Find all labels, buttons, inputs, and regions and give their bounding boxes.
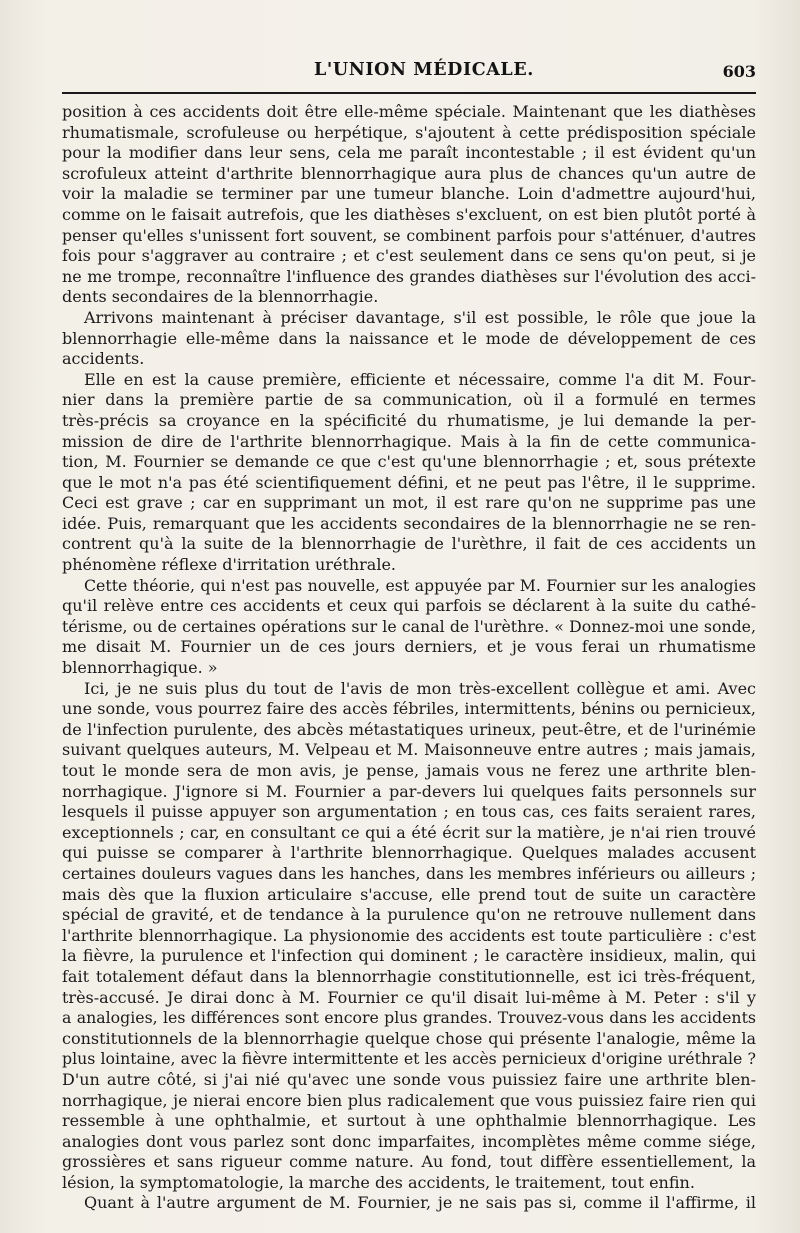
text-line: tout le monde sera de mon avis, je pense, jamais vous ne ferez une arthrite blen- — [62, 761, 756, 780]
page-number: 603 — [722, 62, 756, 81]
paragraph — [62, 308, 756, 370]
text-line: lesquels il puisse appuyer son argumentation ; en tous cas, ces faits seraient rares, — [62, 802, 756, 822]
text-line: blennorrhagique. » — [62, 658, 218, 678]
text-line: rhumatismale, scrofuleuse ou herpétique, s'ajoutent à cette prédisposition spéciale — [62, 122, 756, 142]
text-line: analogies dont vous parlez sont donc imparfaites, incomplètes même comme siége, — [62, 1131, 756, 1151]
text-line: térisme, ou de certaines opérations sur le canal de l'urèthre. « Donnez-moi une sonde, — [62, 616, 756, 636]
text-line: blennorrhagie elle-même dans la naissance et le mode de développement de ces — [62, 328, 756, 348]
text-line: Ceci est grave ; car en supprimant un mot, il est rare qu'on ne supprime pas une — [62, 493, 756, 513]
text-line: mission de dire de l'arthrite blennorrhagique. Mais à la fin de cette communica- — [62, 431, 756, 451]
text-line: la fièvre, la purulence et l'infection qui dominent ; le caractère insidieux, malin, qui — [62, 946, 756, 966]
text-line: idée. Puis, remarquant que les accidents secondaires de la blennorrhagie ne se ren- — [62, 513, 756, 533]
text-line: penser qu'elles s'unissent fort souvent, se combinent parfois pour s'atténuer, d'autres — [62, 225, 756, 245]
page-header — [62, 60, 756, 90]
text-line: phénomène réflexe d'irritation uréthrale. — [62, 555, 397, 575]
text-line: Arrivons maintenant à préciser davantage, s'il est possible, le rôle que joue la — [84, 307, 756, 327]
paragraph — [62, 679, 756, 1194]
text-line: Elle en est la cause première, efficiente et nécessaire, comme l'a dit M. Four- — [84, 369, 756, 389]
text-line: une sonde, vous pourrez faire des accès fébriles, intermittents, bénins ou pernicieux, — [62, 699, 756, 719]
text-line: accidents. — [62, 349, 145, 369]
text-line: lésion, la symptomatologie, la marche des accidents, le traitement, tout enfin. — [62, 1172, 695, 1192]
text-line: Ici, je ne suis plus du tout de l'avis de mon très-excellent collègue et ami. Avec — [84, 678, 756, 698]
text-line: mais dès que la fluxion articulaire s'accuse, elle prend tout de suite un caractère — [62, 884, 756, 904]
text-line: voir la maladie se terminer par une tumeur blanche. Loin d'admettre aujourd'hui, — [62, 184, 756, 204]
text-line: qu'il relève entre ces accidents et ceux qui parfois se déclarent à la suite du cathé- — [62, 596, 756, 616]
text-line: qui puisse se comparer à l'arthrite blennorrhagique. Quelques malades accusent — [62, 843, 756, 863]
text-line: norrhagique. J'ignore si M. Fournier a par-devers lui quelques faits personnels sur — [62, 781, 756, 801]
text-line: scrofuleux atteint d'arthrite blennorrhagique aura plus de chances qu'un autre de — [62, 163, 756, 183]
text-line: spécial de gravité, et de tendance à la purulence qu'on ne retrouve nullement dans — [62, 905, 756, 925]
text-line: Quant à l'autre argument de M. Fournier, je ne sais pas si, comme il l'affirme, il — [84, 1193, 756, 1213]
text-line: norrhagique, je nierai encore bien plus radicalement que vous puissiez faire rien qui — [62, 1090, 756, 1110]
journal-title: L'UNION MÉDICALE. — [314, 60, 534, 80]
text-line: très-accusé. Je dirai donc à M. Fournier ce qu'il disait lui-même à M. Peter : s'il y — [62, 987, 756, 1007]
text-line: que le mot n'a pas été scientifiquement défini, et ne peut pas l'être, il le supprime. — [62, 472, 756, 492]
text-line: l'arthrite blennorrhagique. La physionomie des accidents est toute particulière : c'est — [62, 925, 756, 945]
text-line: grossières et sans rigueur comme nature. Au fond, tout diffère essentiellement, la — [62, 1152, 756, 1172]
text-line: D'un autre côté, si j'ai nié qu'avec une sonde vous puissiez faire une arthrite blen- — [62, 1069, 756, 1089]
text-line: plus lointaine, avec la fièvre intermittente et les accès pernicieux d'origine uréthrale ? — [62, 1049, 756, 1069]
paragraph — [62, 370, 756, 576]
text-line: fait totalement défaut dans la blennorrhagie constitutionnelle, est ici très-fréquent, — [62, 966, 756, 986]
text-line: constitutionnels de la blennorrhagie quelque chose qui présente l'analogie, même la — [62, 1028, 756, 1048]
text-line: ressemble à une ophthalmie, et surtout à une ophthalmie blennorrhagique. Les — [62, 1111, 756, 1131]
text-line: me disait M. Fournier un de ces jours derniers, et je vous ferai un rhumatisme — [62, 637, 756, 657]
text-line: position à ces accidents doit être elle-même spéciale. Maintenant que les diathèses — [62, 102, 756, 121]
header-rule — [62, 92, 756, 94]
text-line: pour la modifier dans leur sens, cela me paraît incontestable ; il est évident qu'un — [62, 143, 756, 163]
text-line: suivant quelques auteurs, M. Velpeau et M. Maisonneuve entre autres ; mais jamais, — [62, 740, 756, 760]
body-text — [62, 102, 756, 1214]
text-line: Cette théorie, qui n'est pas nouvelle, est appuyée par M. Fournier sur les analogies — [84, 575, 756, 595]
text-line: ne me trompe, reconnaître l'influence des grandes diathèses sur l'évolution des acci- — [62, 266, 756, 286]
paragraph — [62, 1193, 756, 1214]
text-line: comme on le faisait autrefois, que les diathèses s'excluent, on est bien plutôt porté à — [62, 204, 756, 224]
text-line: très-précis sa croyance en la spécificité du rhumatisme, je lui demande la per- — [62, 410, 756, 430]
text-line: certaines douleurs vagues dans les hanches, dans les membres inférieurs ou ailleurs ; — [62, 863, 756, 883]
paragraph — [62, 102, 756, 308]
paragraph — [62, 576, 756, 679]
text-line: contrent qu'à la suite de la blennorrhagie de l'urèthre, il fait de ces accidents un — [62, 534, 756, 554]
text-line: dents secondaires de la blennorrhagie. — [62, 287, 379, 307]
text-line: fois pour s'aggraver au contraire ; et c'est seulement dans ce sens qu'on peut, si je — [62, 246, 756, 266]
text-line: tion, M. Fournier se demande ce que c'est qu'une blennorrhagie ; et, sous prétexte — [62, 452, 756, 472]
text-line: de l'infection purulente, des abcès métastatiques urineux, peut-être, et de l'urinémie — [62, 719, 756, 739]
text-line: a analogies, les différences sont encore plus grandes. Trouvez-vous dans les accidents — [62, 1008, 756, 1028]
text-line: nier dans la première partie de sa communication, où il a formulé en termes — [62, 390, 756, 410]
text-line: exceptionnels ; car, en consultant ce qui a été écrit sur la matière, je n'ai rien trouvé — [62, 822, 756, 842]
